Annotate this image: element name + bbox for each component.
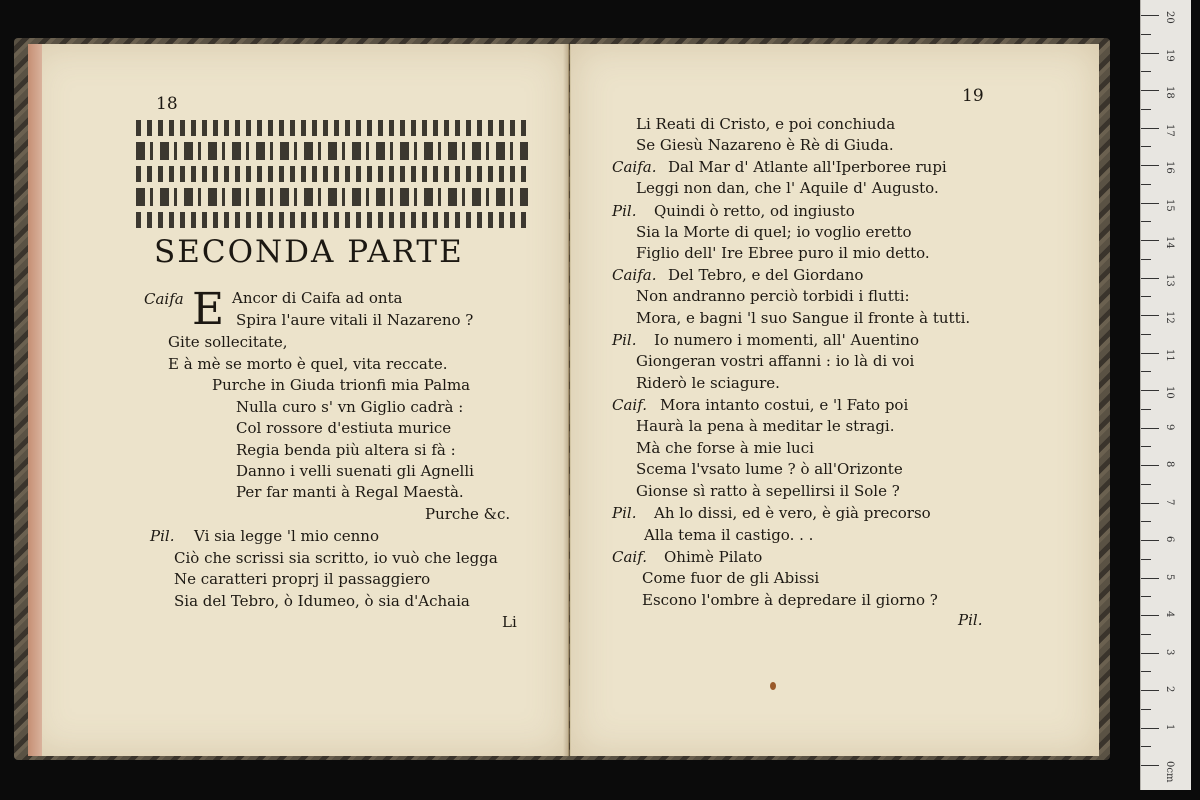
decorative-headpiece: [136, 120, 528, 228]
text-line: Dal Mar d' Atlante all'Iperboree rupi: [668, 158, 947, 176]
text-line: Scema l'vsato lume ? ò all'Orizonte: [636, 460, 903, 478]
ruler-tick: [1141, 540, 1159, 541]
text-line: Se Giesù Nazareno è Rè di Giuda.: [636, 136, 894, 154]
catchword: Li: [502, 613, 517, 631]
ruler-tick: [1141, 53, 1159, 54]
ruler-tick: [1141, 428, 1159, 429]
ink-spot: [770, 682, 776, 690]
catchword: Pil.: [958, 611, 983, 629]
text-line: Purche &c.: [425, 505, 511, 523]
ruler-tick: [1141, 765, 1159, 766]
ruler-tick: [1141, 596, 1151, 597]
text-line: Purche in Giuda trionfi mia Palma: [212, 376, 471, 394]
ruler-tick: [1141, 578, 1159, 579]
ruler-tick: [1141, 746, 1151, 747]
ruler-label: 9: [1164, 423, 1175, 430]
speaker-label: Pil.: [150, 527, 175, 545]
text-line: Gionse sì ratto à sepellirsi il Sole ?: [636, 482, 900, 500]
ruler-label: 8: [1164, 461, 1175, 468]
text-line: Haurà la pena à meditar le stragi.: [636, 417, 895, 435]
ruler-label: 1: [1164, 723, 1175, 730]
page-heading: SECONDA PARTE: [154, 234, 464, 270]
text-line: Nulla curo s' vn Giglio cadrà :: [236, 398, 464, 416]
ruler-tick: [1141, 184, 1151, 185]
speaker-label: Caif.: [612, 396, 648, 414]
ruler-tick: [1141, 278, 1159, 279]
ruler-label: 2: [1164, 686, 1175, 693]
measuring-ruler: [1140, 0, 1191, 790]
ruler-tick: [1141, 165, 1159, 166]
text-line: Quindi ò retto, od ingiusto: [654, 202, 855, 220]
text-line: Sia del Tebro, ò Idumeo, ò sia d'Achaia: [174, 592, 470, 610]
ruler-label: 15: [1164, 198, 1175, 212]
text-line: Giongeran vostri affanni : io là di voi: [636, 352, 915, 370]
ruler-tick: [1141, 240, 1159, 241]
ruler-label: 17: [1164, 123, 1175, 137]
ruler-tick: [1141, 15, 1159, 16]
text-line: Leggi non dan, che l' Aquile d' Augusto.: [636, 179, 939, 197]
ruler-tick: [1141, 728, 1159, 729]
ruler-tick: [1141, 390, 1159, 391]
ruler-tick: [1141, 71, 1151, 72]
speaker-label: Caifa.: [612, 266, 657, 284]
ruler-tick: [1141, 690, 1159, 691]
ruler-tick: [1141, 484, 1151, 485]
speaker-label: Pil.: [612, 331, 637, 349]
ruler-label: 11: [1164, 348, 1175, 362]
ruler-tick: [1141, 409, 1151, 410]
drop-cap: E: [192, 284, 225, 335]
ruler-tick: [1141, 446, 1151, 447]
ruler-label: 13: [1164, 273, 1175, 287]
ruler-tick: [1141, 353, 1159, 354]
ruler-tick: [1141, 34, 1151, 35]
right-page-number: 19: [962, 86, 984, 106]
text-line: Mà che forse à mie luci: [636, 439, 814, 457]
text-line: Mora intanto costui, e 'l Fato poi: [660, 396, 909, 414]
speaker-label: Caifa: [144, 290, 184, 308]
ruler-tick: [1141, 371, 1151, 372]
ruler-label: 18: [1164, 86, 1175, 99]
text-line: Per far manti à Regal Maestà.: [236, 483, 464, 501]
ruler-tick: [1141, 615, 1159, 616]
ruler-label: 14: [1164, 236, 1175, 249]
text-line: Io numero i momenti, all' Auentino: [654, 331, 920, 349]
ruler-tick: [1141, 634, 1151, 635]
ruler-tick: [1141, 109, 1151, 110]
text-line: Ah lo dissi, ed è vero, è già precorso: [654, 504, 931, 522]
ruler-tick: [1141, 709, 1151, 710]
ruler-label: 6: [1164, 536, 1175, 543]
ruler-label: 5: [1164, 573, 1175, 580]
text-line: Ne caratteri proprj il passaggiero: [174, 570, 431, 588]
text-line: Come fuor de gli Abissi: [642, 569, 820, 587]
ruler-tick: [1141, 334, 1151, 335]
text-line: Vi sia legge 'l mio cenno: [194, 527, 380, 545]
ruler-tick: [1141, 559, 1151, 560]
ruler-tick: [1141, 259, 1151, 260]
text-line: Regia benda più altera si fà :: [236, 441, 456, 459]
ruler-label: 3: [1164, 648, 1175, 655]
text-line: Non andranno perciò torbidi i flutti:: [636, 287, 910, 305]
text-line: Escono l'ombre à depredare il giorno ?: [642, 591, 938, 609]
text-line: Spira l'aure vitali il Nazareno ?: [236, 311, 474, 329]
text-line: Ohimè Pilato: [664, 548, 763, 566]
ruler-label: 20: [1164, 11, 1175, 24]
ruler-label: 10: [1164, 386, 1175, 399]
ruler-tick: [1141, 653, 1159, 654]
ruler-tick: [1141, 503, 1159, 504]
text-line: Sia la Morte di quel; io voglio eretto: [636, 223, 912, 241]
text-line: Danno i velli suenati gli Agnelli: [236, 462, 474, 480]
ruler-label: 0cm: [1164, 761, 1175, 783]
ruler-label: 7: [1164, 498, 1175, 505]
text-line: Ancor di Caifa ad onta: [232, 289, 403, 307]
speaker-label: Caifa.: [612, 158, 657, 176]
text-line: Ciò che scrissi sia scritto, io vuò che legga: [174, 549, 498, 567]
ruler-tick: [1141, 203, 1159, 204]
ruler-tick: [1141, 671, 1151, 672]
text-line: Alla tema il castigo. . .: [644, 526, 814, 544]
text-line: Gite sollecitate,: [168, 333, 288, 351]
ruler-tick: [1141, 315, 1159, 316]
ruler-tick: [1141, 221, 1151, 222]
ruler-label: 16: [1164, 161, 1175, 174]
speaker-label: Pil.: [612, 504, 637, 522]
text-line: Del Tebro, e del Giordano: [668, 266, 864, 284]
ruler-tick: [1141, 465, 1159, 466]
ruler-tick: [1141, 296, 1151, 297]
ruler-tick: [1141, 90, 1159, 91]
page-edge-strip: [28, 44, 42, 756]
text-line: Li Reati di Cristo, e poi conchiuda: [636, 115, 896, 133]
ruler-tick: [1141, 128, 1159, 129]
speaker-label: Caif.: [612, 548, 648, 566]
ruler-label: 12: [1164, 311, 1175, 324]
text-line: E à mè se morto è quel, vita reccate.: [168, 355, 448, 373]
ruler-label: 19: [1164, 48, 1175, 62]
ruler-label: 4: [1164, 611, 1175, 618]
text-line: Col rossore d'estiuta murice: [236, 419, 452, 437]
text-line: Riderò le sciagure.: [636, 374, 780, 392]
text-line: Mora, e bagni 'l suo Sangue il fronte à tutti.: [636, 309, 971, 327]
ruler-tick: [1141, 521, 1151, 522]
text-line: Figlio dell' Ire Ebree puro il mio detto.: [636, 244, 930, 262]
ruler-tick: [1141, 146, 1151, 147]
left-page-number: 18: [156, 94, 178, 114]
speaker-label: Pil.: [612, 202, 637, 220]
